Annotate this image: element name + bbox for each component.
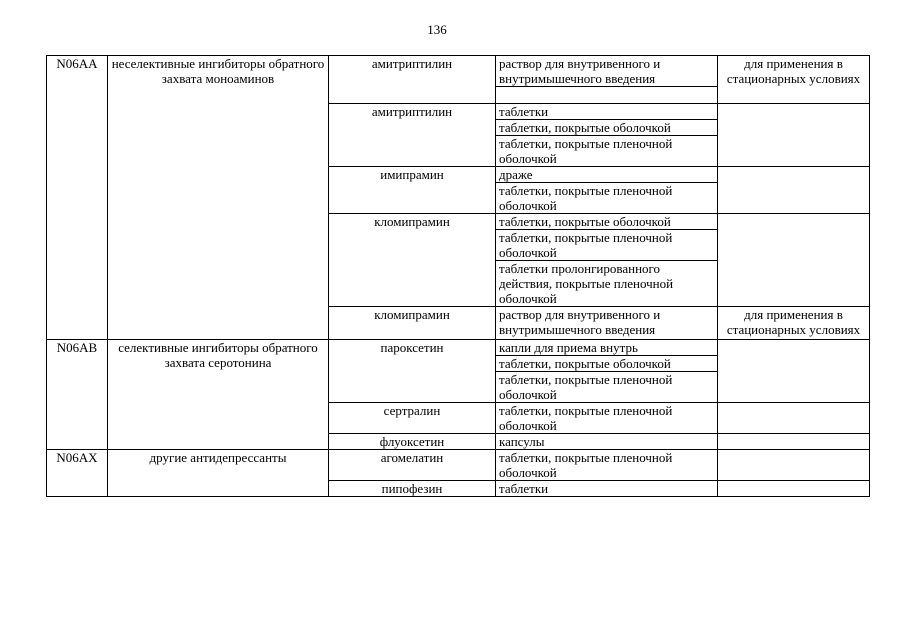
atc-code: N06AA [47, 56, 108, 340]
drug-name: пароксетин [329, 340, 496, 403]
dosage-form: таблетки пролонгированного действия, покрытые пленочной оболочкой [496, 261, 718, 307]
table-row [47, 56, 870, 87]
drug-name: амитриптилин [329, 56, 496, 104]
dosage-form: таблетки, покрытые пленочной оболочкой [496, 183, 718, 214]
drug-note: для применения в стационарных условиях [718, 56, 870, 104]
dosage-form: капсулы [496, 434, 718, 450]
dosage-form: таблетки, покрытые оболочкой [496, 214, 718, 230]
drug-note-empty [718, 340, 870, 403]
page-number: 136 [427, 22, 447, 37]
drug-note-empty [718, 481, 870, 497]
dosage-form: раствор для внутривенного и внутримышечного введения [496, 56, 718, 87]
drug-name: амитриптилин [329, 104, 496, 167]
group-name: неселективные ингибиторы обратного захвата моноаминов [108, 56, 329, 340]
table-row [47, 340, 870, 356]
drug-note: для применения в стационарных условиях [718, 307, 870, 340]
drug-note-empty [718, 214, 870, 307]
group-name: селективные ингибиторы обратного захвата серотонина [108, 340, 329, 450]
dosage-form: драже [496, 167, 718, 183]
dosage-form: капли для приема внутрь [496, 340, 718, 356]
dosage-form: таблетки, покрытые оболочкой [496, 356, 718, 372]
drug-note-empty [718, 104, 870, 167]
dosage-form: раствор для внутривенного и внутримышечного введения [496, 307, 718, 340]
drug-name: кломипрамин [329, 307, 496, 340]
dosage-form: таблетки [496, 104, 718, 120]
drug-name: сертралин [329, 403, 496, 434]
drug-note-empty [718, 167, 870, 214]
dosage-form: таблетки [496, 481, 718, 497]
drug-name: агомелатин [329, 450, 496, 481]
drug-name: имипрамин [329, 167, 496, 214]
dosage-form: таблетки, покрытые пленочной оболочкой [496, 403, 718, 434]
drug-note-empty [718, 434, 870, 450]
dosage-form: таблетки, покрытые пленочной оболочкой [496, 372, 718, 403]
drug-note-empty [718, 450, 870, 481]
drug-name: кломипрамин [329, 214, 496, 307]
drug-name: флуоксетин [329, 434, 496, 450]
atc-code: N06AB [47, 340, 108, 450]
dosage-form-empty [496, 87, 718, 104]
dosage-form: таблетки, покрытые пленочной оболочкой [496, 230, 718, 261]
drug-name: пипофезин [329, 481, 496, 497]
group-name: другие антидепрессанты [108, 450, 329, 497]
table-row [47, 450, 870, 481]
atc-code: N06AX [47, 450, 108, 497]
drug-list-table [46, 55, 870, 497]
dosage-form: таблетки, покрытые оболочкой [496, 120, 718, 136]
drug-note-empty [718, 403, 870, 434]
dosage-form: таблетки, покрытые пленочной оболочкой [496, 136, 718, 167]
dosage-form: таблетки, покрытые пленочной оболочкой [496, 450, 718, 481]
